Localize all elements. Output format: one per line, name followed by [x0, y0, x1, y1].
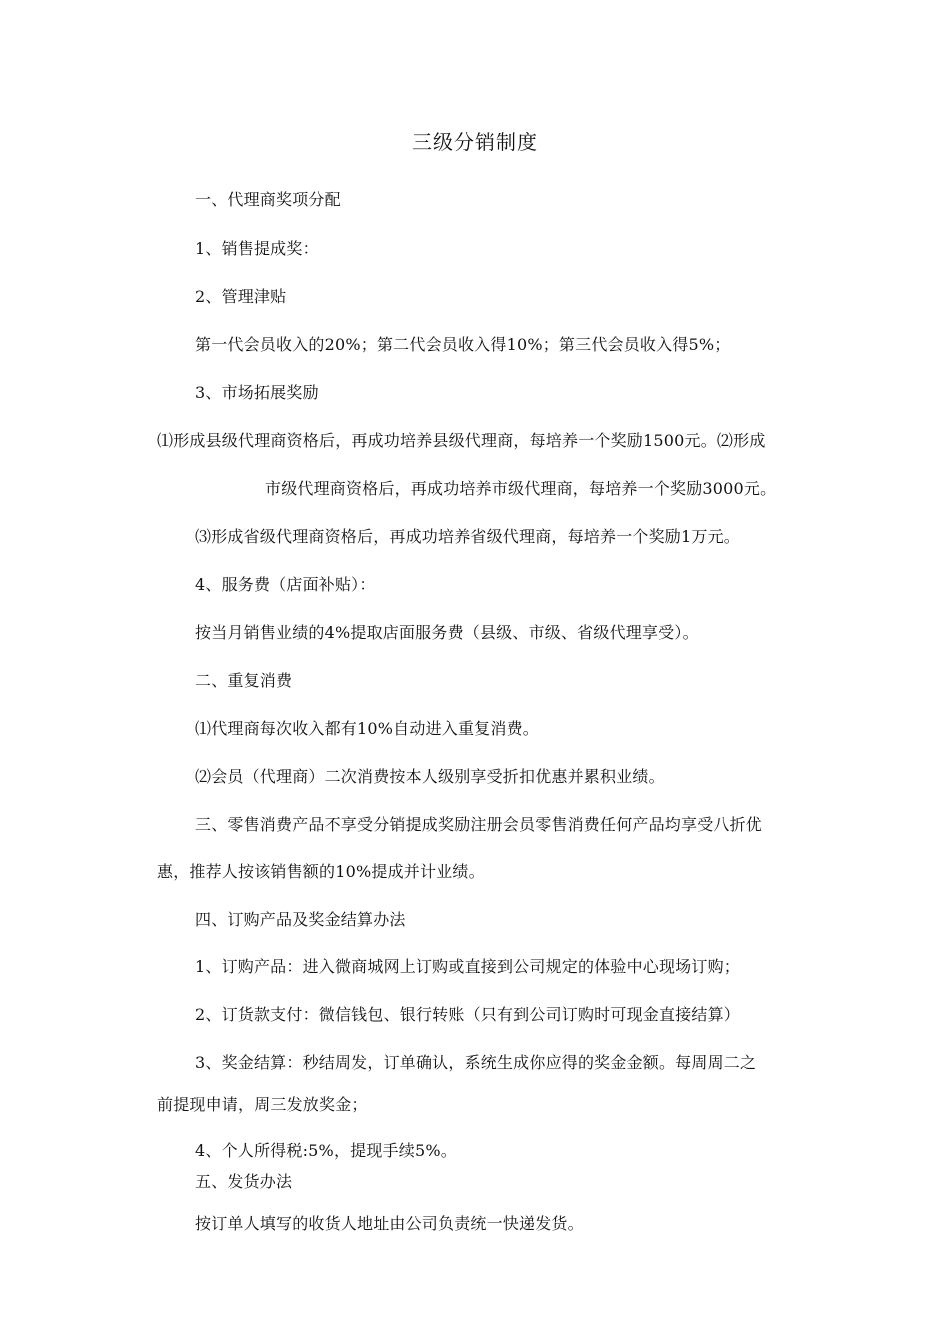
item-sales-commission: 1、销售提成奖：	[195, 239, 319, 258]
paragraph-province-agent: ⑶形成省级代理商资格后，再成功培养省级代理商，每培养一个奖励1万元。	[195, 527, 740, 546]
section-heading-3: 三、零售消费产品不享受分销提成奖励注册会员零售消费任何产品均享受八折优	[195, 815, 763, 834]
paragraph-bonus-continuation: 前提现申请，周三发放奖金；	[157, 1095, 368, 1114]
item-order-product: 1、订购产品：进入微商城网上订购或直接到公司规定的体验中心现场订购；	[195, 957, 740, 976]
section-heading-4: 四、订购产品及奖金结算办法	[195, 910, 406, 929]
item-market-expansion: 3、市场拓展奖励	[195, 383, 319, 402]
document-title: 三级分销制度	[412, 130, 538, 154]
item-service-fee: 4、服务费（店面补贴）：	[195, 575, 376, 594]
paragraph-county-agent: ⑴形成县级代理商资格后，再成功培养县级代理商，每培养一个奖励1500元。⑵形成	[157, 431, 766, 450]
paragraph-city-agent: 市级代理商资格后，再成功培养市级代理商，每培养一个奖励3000元。	[265, 479, 777, 498]
item-management-allowance: 2、管理津贴	[195, 287, 287, 306]
paragraph-service-fee-detail: 按当月销售业绩的4%提取店面服务费（县级、市级、省级代理享受）。	[195, 623, 699, 642]
paragraph-repeat-consumption-1: ⑴代理商每次收入都有10%自动进入重复消费。	[195, 719, 539, 738]
section-heading-2: 二、重复消费	[195, 671, 293, 690]
item-payment: 2、订货款支付：微信钱包、银行转账（只有到公司订购时可现金直接结算）	[195, 1005, 740, 1024]
item-income-tax: 4、个人所得税:5%，提现手续5%。	[195, 1141, 457, 1160]
paragraph-repeat-consumption-2: ⑵会员（代理商）二次消费按本人级别享受折扣优惠并累积业绩。	[195, 767, 665, 786]
paragraph-member-income: 第一代会员收入的20%；第二代会员收入得10%；第三代会员收入得5%；	[195, 335, 731, 354]
item-bonus-settlement: 3、奖金结算：秒结周发，订单确认，系统生成你应得的奖金金额。每周周二之	[195, 1053, 757, 1072]
section-heading-5: 五、发货办法	[195, 1172, 293, 1191]
paragraph-retail-continuation: 惠，推荐人按该销售额的10%提成并计业绩。	[157, 862, 485, 881]
section-heading-1: 一、代理商奖项分配	[195, 190, 341, 209]
paragraph-shipping: 按订单人填写的收货人地址由公司负责统一快递发货。	[195, 1214, 584, 1233]
